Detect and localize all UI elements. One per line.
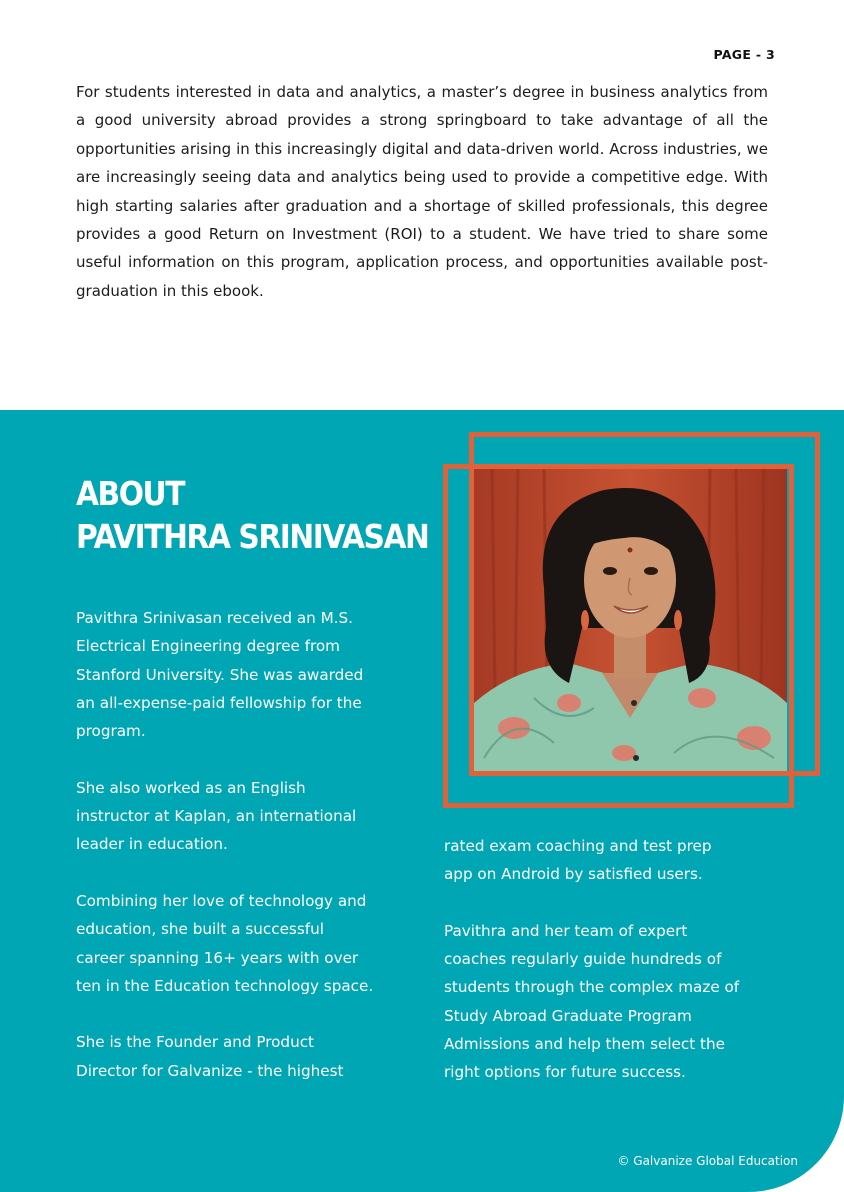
page-number: PAGE - 3 — [713, 47, 775, 62]
bio-paragraph-app: rated exam coaching and test prep app on Android by satisfied users. — [444, 837, 712, 884]
bio-paragraph-founder: She is the Founder and Product Director for Galvanize - the highest — [76, 1033, 344, 1080]
bio-paragraph-education: Pavithra Srinivasan received an M.S. Electrical Engineering degree from Stanford University. She was awarded an all-expense-paid fellowship for the program. — [76, 609, 364, 741]
about-heading — [76, 472, 428, 558]
intro-paragraph: For students interested in data and analytics, a master’s degree in business analytics from a good university abroad provides a strong springboard to take advantage of all the opportunities arising in this increasingly digital and data-driven world. Across industries, we are increasingly seeing data and analytics being used to provide a competitive edge. With high starting salaries after graduation and a shortage of skilled professionals, this degree provides a good Return on Investment (ROI) to a student. We have tried to share some useful information on this program, application process, and opportunities available post-graduation in this ebook. — [76, 83, 768, 300]
bio-column-left — [76, 604, 376, 1113]
bio-paragraph-team: Pavithra and her team of expert coaches regularly guide hundreds of students through the complex maze of Study Abroad Graduate Program Admissions and help them select the right options for future success. — [444, 921, 740, 1082]
bio-column-right — [444, 832, 744, 1115]
bio-paragraph-kaplan: She also worked as an English instructor at Kaplan, an international leader in education. — [76, 778, 357, 854]
about-heading-line1: ABOUT — [76, 474, 185, 513]
bio-paragraph-career: Combining her love of technology and education, she built a successful career spanning 16+ years with over ten in the Education technology space. — [76, 891, 374, 995]
copyright-footer: © Galvanize Global Education — [617, 1154, 798, 1168]
about-heading-line2: PAVITHRA SRINIVASAN — [76, 517, 429, 556]
photo-frame-front — [443, 464, 794, 808]
